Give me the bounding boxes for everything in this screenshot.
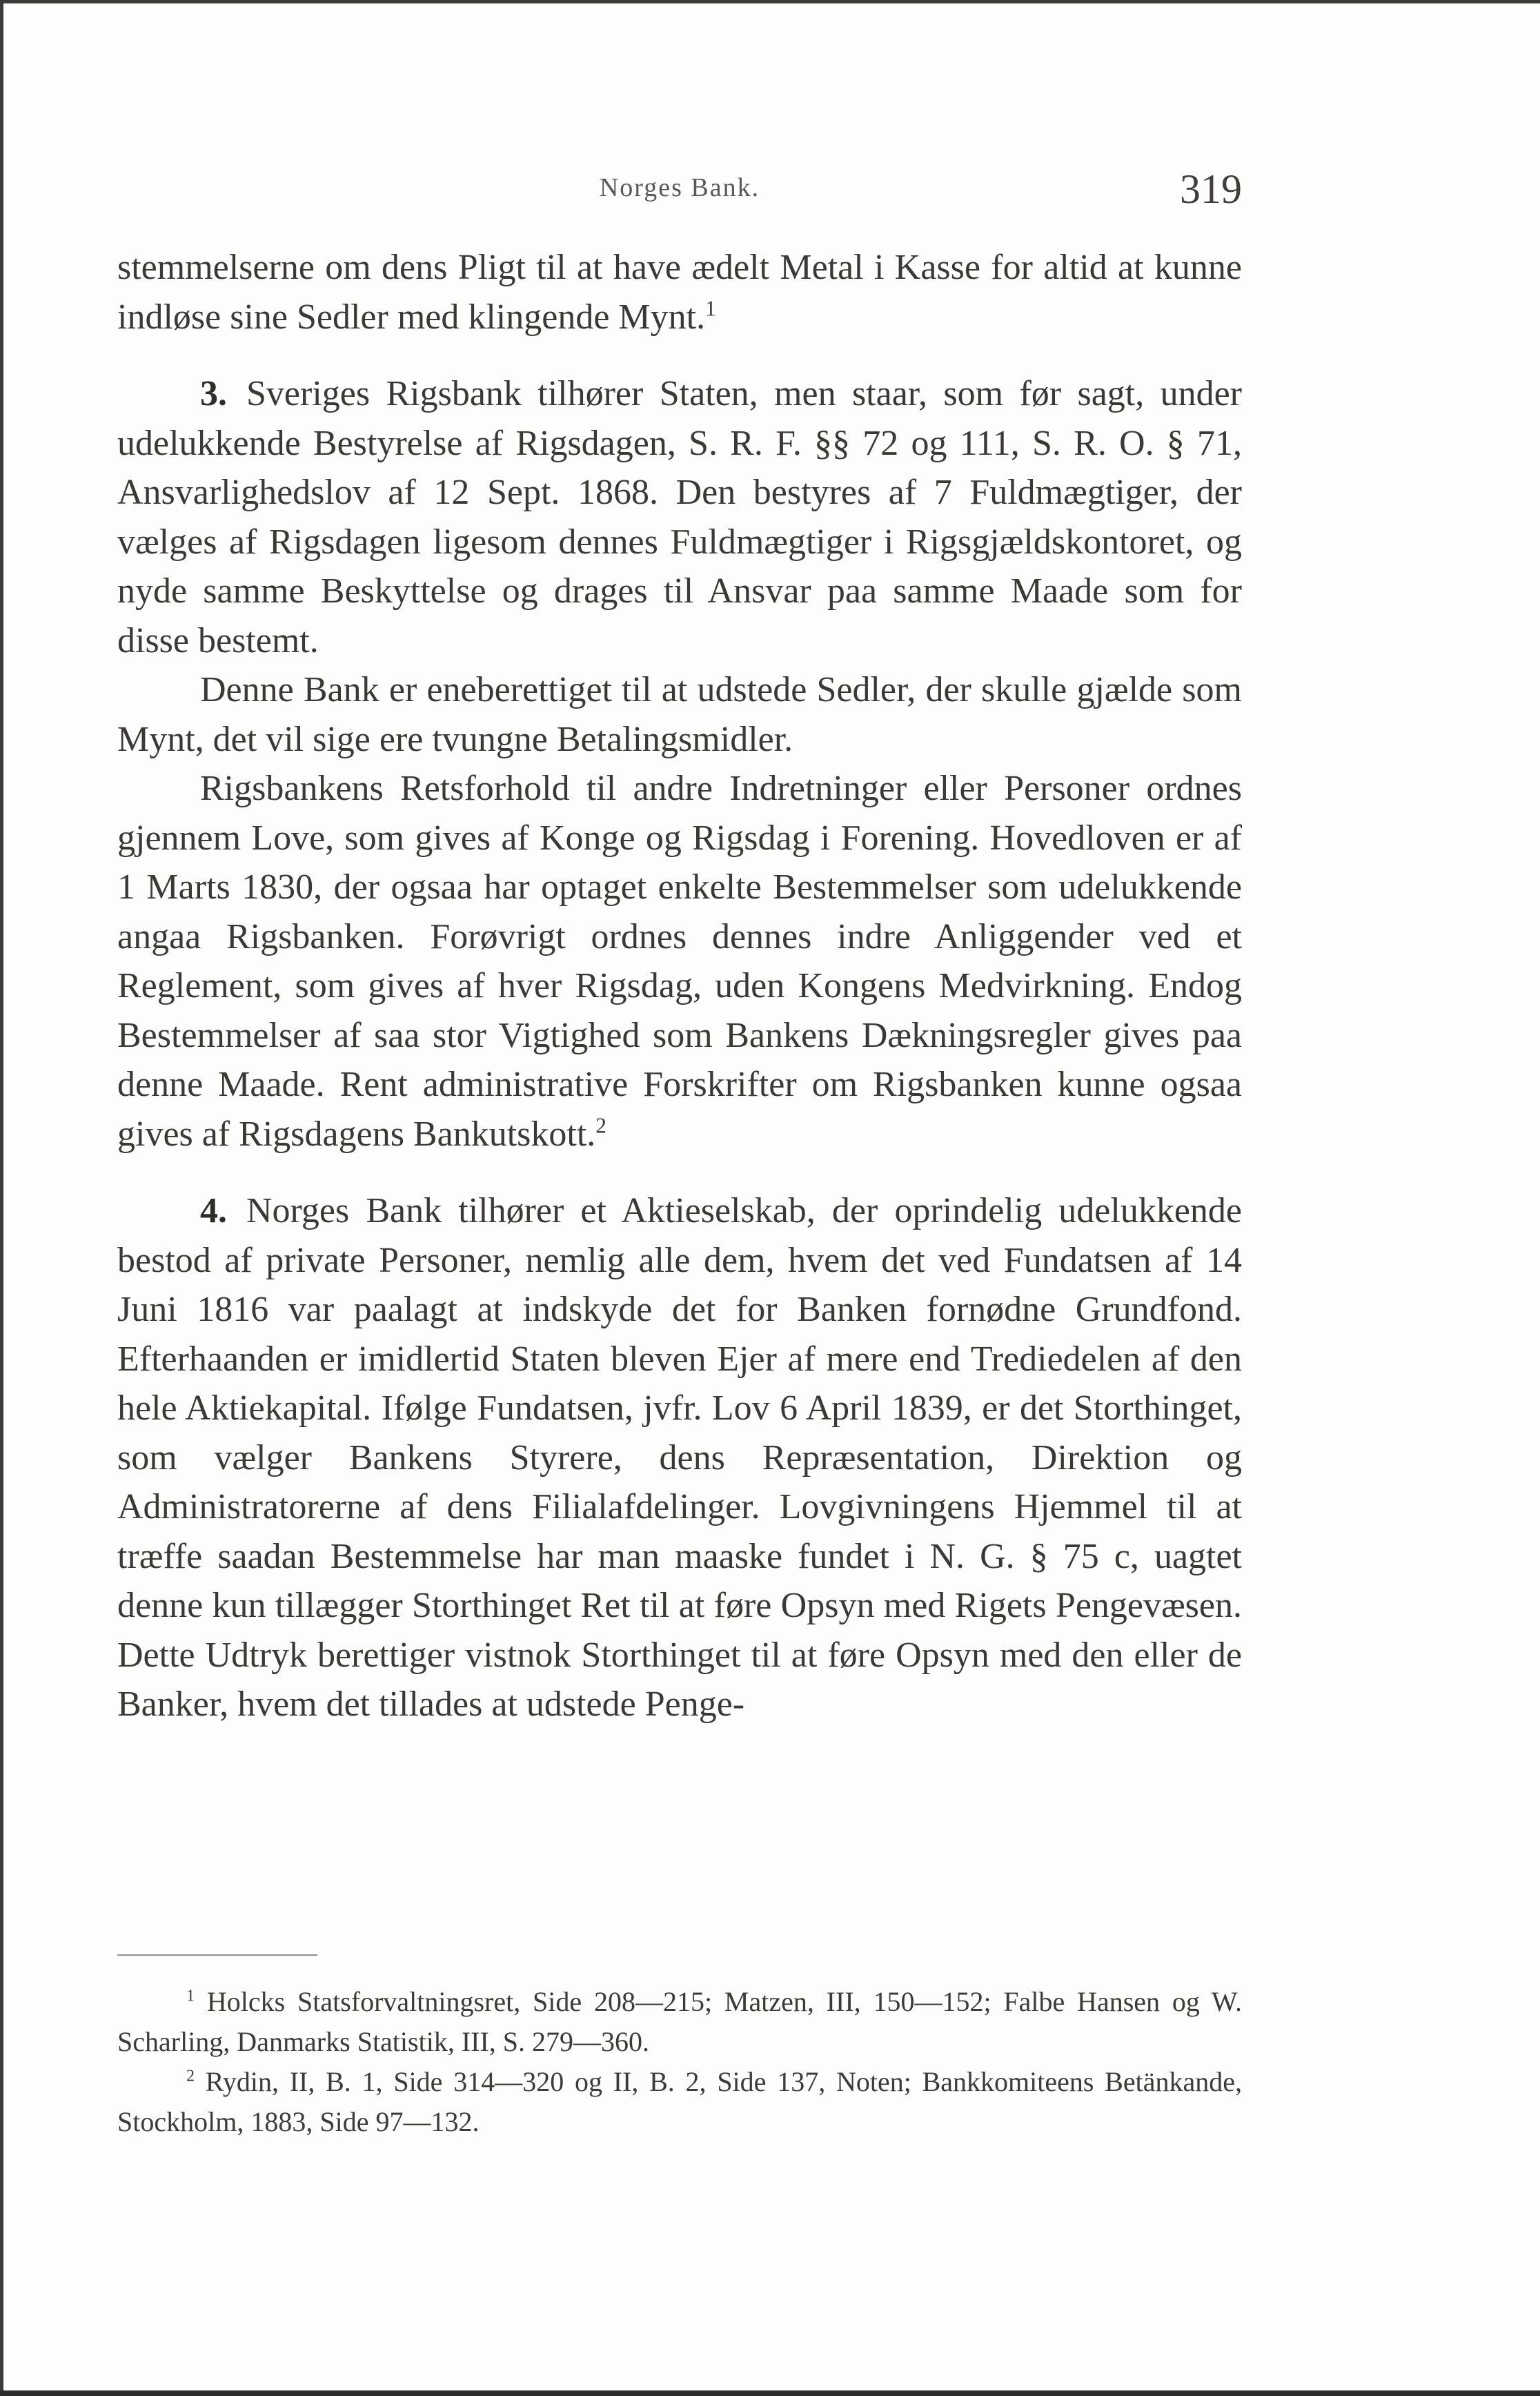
footnote-marker: 2 — [186, 2067, 195, 2085]
footnote-marker: 1 — [186, 1987, 195, 2005]
footnote-divider — [117, 1954, 317, 1956]
body-text — [117, 243, 1242, 1729]
page-header — [117, 166, 1242, 214]
footnote — [117, 1982, 1242, 2062]
paragraph-text: Norges Bank tilhører et Aktieselskab, der oprindelig udelukkende bestod af private Personer, nemlig alle dem, hvem det ved Fundatsen af 14 Juni 1816 var paalagt at indskyde det for Banken fornødne Grundfond. Efterhaanden er imidlertid Staten bleven Ejer af mere end Trediedelen af den hele Aktiekapital. Ifølge Fundatsen, jvfr. Lov 6 April 1839, er det Storthinget, som vælger Bankens Styrere, dens Repræsentation, Direktion og Administratorerne af dens Filialafdelinger. Lovgivningens Hjemmel til at træffe saadan Bestemmelse har man maaske fundet i N. G. § 75 c, uagtet denne kun tillægger Storthinget Ret til at føre Opsyn med Rigets Pengevæsen. Dette Udtryk berettiger vistnok Storthinget til at føre Opsyn med den eller de Banker, hvem det tillades at udstede Penge- — [117, 1191, 1242, 1724]
paragraph — [117, 764, 1242, 1159]
paragraph — [117, 665, 1242, 764]
scan-edge-left — [0, 0, 3, 2396]
page-number: 319 — [1180, 166, 1242, 212]
section-number: 4. — [200, 1191, 227, 1230]
section-3-paragraph — [117, 369, 1242, 665]
footnote-ref: 1 — [705, 296, 716, 321]
scan-edge-top — [0, 0, 1540, 3]
scan-edge-bottom — [0, 2390, 1540, 2396]
section-number: 3. — [200, 374, 227, 413]
paragraph-continuation — [117, 243, 1242, 342]
footnote-text: Holcks Statsforvaltningsret, Side 208—215; Matzen, III, 150—152; Falbe Hansen og W. Scharling, Danmarks Statistik, III, S. 279—360. — [117, 1986, 1243, 2057]
footnote — [117, 2062, 1242, 2142]
footnote-ref: 2 — [595, 1113, 606, 1138]
paragraph-text: stemmelserne om dens Pligt til at have ædelt Metal i Kasse for altid at kunne indløse sine Sedler med klingende Mynt. — [117, 248, 1242, 337]
footnotes — [117, 1982, 1242, 2142]
section-4-paragraph — [117, 1186, 1242, 1729]
running-head: Norges Bank. — [599, 173, 760, 202]
paragraph-text: Sveriges Rigsbank tilhører Staten, men staar, som før sagt, under udelukkende Bestyrelse af Rigsdagen, S. R. F. §§ 72 og 111, S. R. O. § 71, Ansvarlighedslov af 12 Sept. 1868. Den bestyres af 7 Fuldmægtiger, der vælges af Rigsdagen ligesom dennes Fuldmægtiger i Rigsgjældskontoret, og nyde samme Beskyttelse og drages til Ansvar paa samme Maade som for disse bestemt. — [117, 374, 1242, 660]
paragraph-text: Rigsbankens Retsforhold til andre Indretninger eller Personer ordnes gjennem Love, som gives af Konge og Rigsdag i Forening. Hovedloven er af 1 Marts 1830, der ogsaa har optaget enkelte Bestemmelser som udelukkende angaa Rigsbanken. Forøvrigt ordnes dennes indre Anliggender ved et Reglement, som gives af hver Rigsdag, uden Kongens Medvirkning. Endog Bestemmelser af saa stor Vigtighed som Bankens Dækningsregler gives paa denne Maade. Rent administrative Forskrifter om Rigsbanken kunne ogsaa gives af Rigsdagens Bankutskott. — [117, 769, 1242, 1154]
paragraph-text: Denne Bank er eneberettiget til at udstede Sedler, der skulle gjælde som Mynt, det vil sige ere tvungne Betalingsmidler. — [117, 670, 1242, 759]
footnote-text: Rydin, II, B. 1, Side 314—320 og II, B. 2, Side 137, Noten; Bankkomiteens Betänkande, Stockholm, 1883, Side 97—132. — [117, 2066, 1242, 2137]
